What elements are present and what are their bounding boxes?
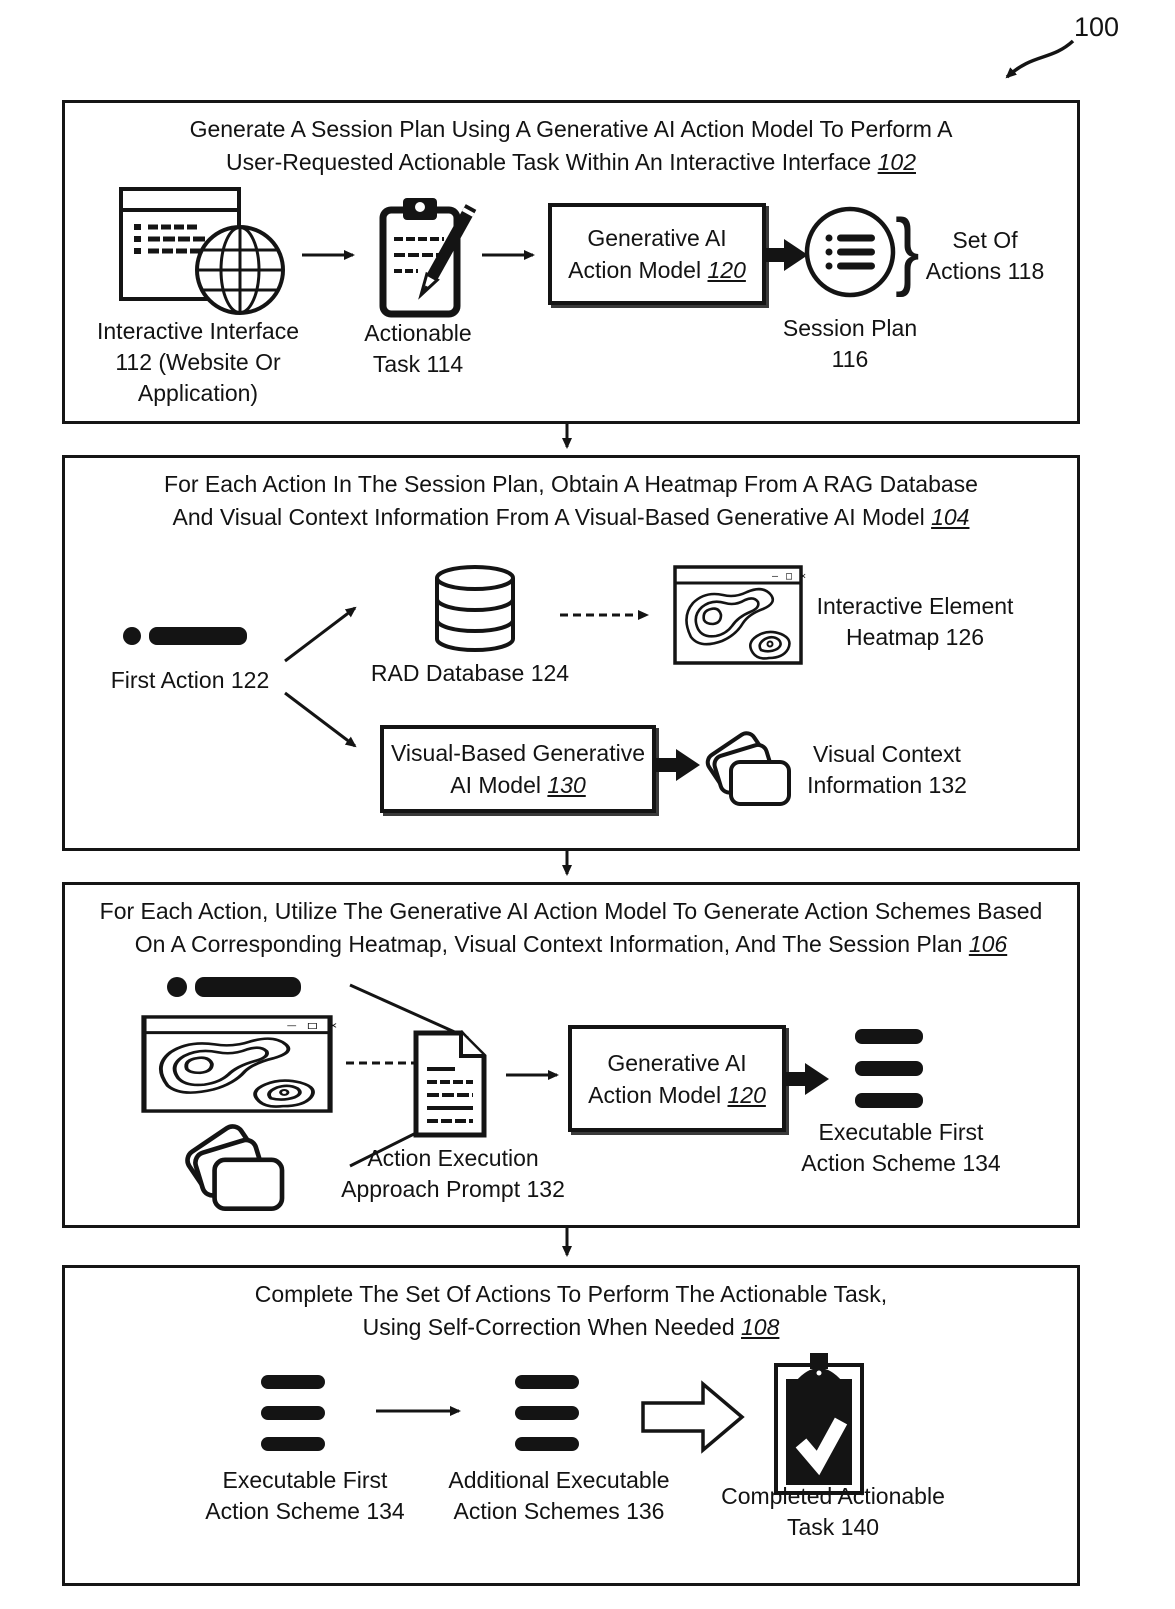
first-action-icon-step3 <box>165 971 305 1003</box>
set-of-actions-label-2: Actions 118 <box>925 258 1045 284</box>
step3-box <box>62 882 1080 1228</box>
model-ref: 120 <box>707 257 746 283</box>
completed-task-label-2: Task 140 <box>786 1514 880 1540</box>
model3-line2 <box>588 1079 766 1111</box>
interactive-interface-label-1: Interactive Interface <box>97 318 299 344</box>
visual-context-cards-icon <box>701 726 797 812</box>
step3-title <box>65 895 1077 961</box>
step1-title-line2 <box>65 146 1077 179</box>
step3-title-line2-text: On A Corresponding Heatmap, Visual Context Information, And The Session Plan <box>134 931 963 957</box>
model-line2 <box>568 254 746 286</box>
heatmap-label-2: Heatmap 126 <box>845 624 985 650</box>
completed-task-icon <box>773 1349 865 1497</box>
arrow-task-to-model-icon <box>481 245 545 265</box>
visual-context-label <box>798 739 976 801</box>
interactive-interface-label-2: 112 (Website Or <box>115 349 281 375</box>
step4-box <box>62 1265 1080 1586</box>
actionable-task-label <box>348 318 488 380</box>
step2-title-line1: For Each Action In The Session Plan, Obtain A Heatmap From A RAG Database <box>164 471 978 497</box>
interactive-element-heatmap-label <box>755 591 1075 653</box>
visual-context-cards-icon-step3 <box>163 1118 308 1218</box>
step2-title <box>65 468 1077 534</box>
first-scheme-icon <box>259 1373 329 1457</box>
vb-model-line2-text: AI Model <box>450 772 541 798</box>
thick-arrow-model-to-context-icon <box>656 747 702 783</box>
thick-arrow-model-to-scheme-icon <box>785 1061 831 1097</box>
first-scheme-label-2: Action Scheme 134 <box>205 1498 405 1524</box>
session-plan-label <box>780 313 920 375</box>
actionable-task-label-2: Task 114 <box>372 351 464 377</box>
arrow-prompt-to-model-icon <box>505 1065 569 1085</box>
arrow-scheme-to-additional-icon <box>375 1401 471 1421</box>
first-action-icon <box>121 621 251 651</box>
rad-database-label: RAD Database 124 <box>370 660 570 686</box>
step1-ref: 102 <box>877 149 916 175</box>
session-plan-label-2: 116 <box>831 346 869 372</box>
session-plan-icon <box>803 205 897 299</box>
completed-task-label-1: Completed Actionable <box>721 1483 945 1509</box>
session-plan-label-1: Session Plan <box>782 315 918 341</box>
interactive-interface-label-3: Application) <box>137 380 259 406</box>
step4-title <box>65 1278 1077 1344</box>
interactive-interface-icon <box>118 186 303 318</box>
generative-ai-action-model-box-step3 <box>568 1025 786 1132</box>
visual-context-label-1: Visual Context <box>813 741 961 767</box>
step3-ref: 106 <box>968 931 1008 957</box>
step3-title-line1: For Each Action, Utilize The Generative AI Action Model To Generate Action Schemes Based <box>99 898 1043 924</box>
set-of-actions-label-1: Set Of <box>952 227 1018 253</box>
first-scheme-label-1: Executable First <box>222 1467 388 1493</box>
arrow-interface-to-task-icon <box>301 245 365 265</box>
additional-schemes-label <box>439 1465 679 1527</box>
vb-model-line2 <box>450 769 586 801</box>
completed-task-label <box>703 1481 963 1543</box>
step1-title <box>65 113 1077 179</box>
executable-scheme-label-step3 <box>781 1117 1021 1179</box>
model3-line2-text: Action Model <box>588 1081 722 1108</box>
vb-model-line1: Visual-Based Generative <box>391 740 645 766</box>
figure-leader-arrow-icon <box>985 35 1080 90</box>
heatmap-label-1: Interactive Element <box>816 593 1014 619</box>
executable-scheme-label3-2: Action Scheme 134 <box>801 1150 1001 1176</box>
executable-scheme-label3-1: Executable First <box>818 1119 984 1145</box>
additional-schemes-label-2: Action Schemes 136 <box>453 1498 665 1524</box>
additional-schemes-icon <box>513 1373 583 1457</box>
action-prompt-label-1: Action Execution <box>367 1145 539 1171</box>
action-prompt-label-2: Approach Prompt 132 <box>341 1176 565 1202</box>
actionable-task-label-1: Actionable <box>364 320 472 346</box>
window-controls-text-step3: – □ × <box>287 1019 340 1032</box>
additional-schemes-label-1: Additional Executable <box>448 1467 670 1493</box>
actionable-task-icon <box>376 193 481 320</box>
action-prompt-document-icon <box>411 1029 489 1139</box>
set-brace: } <box>895 202 920 298</box>
step2-title-line2-text: And Visual Context Information From A Visual-Based Generative AI Model <box>172 504 925 530</box>
step4-title-line1: Complete The Set Of Actions To Perform The Actionable Task, <box>254 1281 888 1307</box>
step4-title-line2 <box>65 1311 1077 1344</box>
executable-scheme-icon-step3 <box>853 1027 927 1115</box>
set-of-actions-label <box>900 225 1070 287</box>
step2-title-line2 <box>65 501 1077 534</box>
interactive-interface-label <box>93 316 303 409</box>
first-scheme-label <box>185 1465 425 1527</box>
step4-ref: 108 <box>741 1314 780 1340</box>
dashed-arrow-db-to-heatmap-icon <box>559 605 659 625</box>
step1-box <box>62 100 1080 424</box>
figure-number: 100 <box>1074 12 1120 42</box>
model-line2-text: Action Model <box>568 257 702 283</box>
model3-line1: Generative AI <box>607 1049 747 1076</box>
generative-ai-action-model-box-step1 <box>548 203 766 305</box>
rad-database-icon <box>433 564 517 654</box>
model-line1: Generative AI <box>587 225 727 251</box>
step4-title-line2-text: Using Self-Correction When Needed <box>362 1314 735 1340</box>
block-arrow-icon <box>641 1381 745 1453</box>
step1-title-line1: Generate A Session Plan Using A Generative AI Action Model To Perform A <box>189 116 953 142</box>
model3-ref: 120 <box>727 1081 766 1108</box>
visual-based-model-box <box>380 725 656 813</box>
first-action-label: First Action 122 <box>110 667 270 693</box>
visual-context-label-2: Information 132 <box>807 772 967 798</box>
heatmap-window-icon-step3 <box>141 1015 340 1113</box>
window-controls-text: – □ × <box>772 571 808 582</box>
step2-box <box>62 455 1080 851</box>
vb-model-ref: 130 <box>547 772 586 798</box>
step1-title-line2-text: User-Requested Actionable Task Within An Interactive Interface <box>226 149 872 175</box>
step3-title-line2 <box>65 928 1077 961</box>
action-prompt-label <box>333 1143 573 1205</box>
step2-ref: 104 <box>931 504 970 530</box>
arrow-action-to-model-icon <box>283 688 369 758</box>
